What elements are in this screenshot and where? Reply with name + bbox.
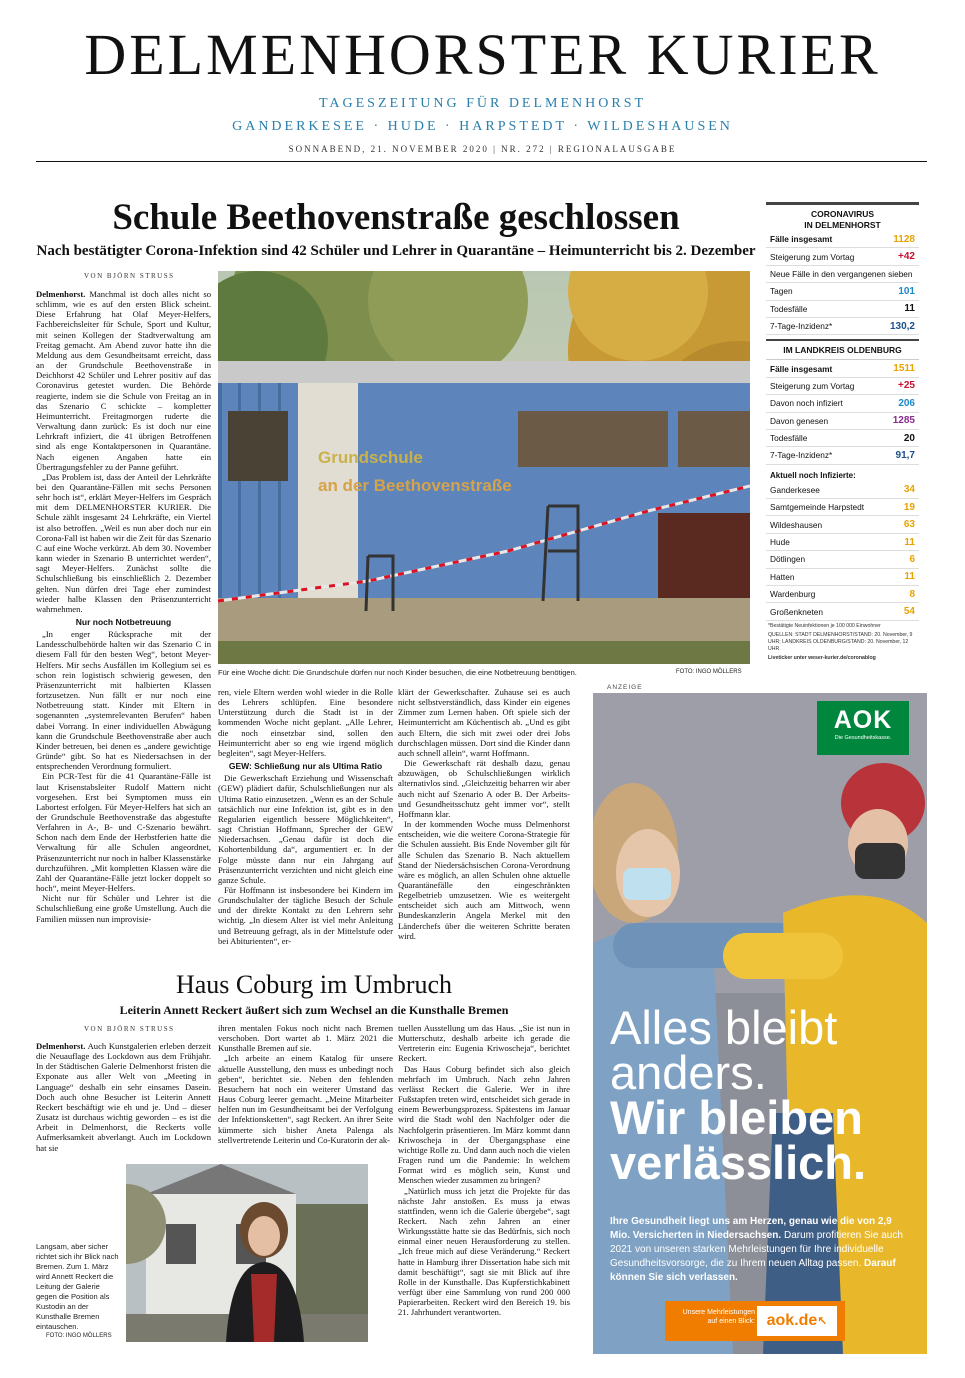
aok-brand-sub: Die Gesundheitskasse. xyxy=(834,735,892,741)
stat-label: Wildeshausen xyxy=(770,519,823,530)
ad-text-end: Darauf können Sie sich verlassen. xyxy=(610,1258,896,1283)
ad-slogan-1 xyxy=(610,1001,838,1099)
ad-cta[interactable] xyxy=(665,1301,845,1341)
lead-headline: Schule Beethovenstraße geschlossen xyxy=(112,197,680,238)
stat-value: +25 xyxy=(898,380,915,392)
paragraph: Manchmal ist doch alles nicht so schlimm, wie es auf den ersten Blick scheint. Diese Erfahrung hat Olaf Meyer-Helfers, Fachbereichsleiter für Schule, Sport und Kultur, mit seinen Kollegen der Stadtverwaltung am Freitag gemacht. Am Abend zuvor hatte ihn die Meldung aus dem Gesundheitsamt erreicht, dass an der Grundschule Beethovenstraße in Deichhorst 42 Schüler und Lehrer positiv auf das Coronavirus getestet wurden. Die Behörde reagierte, indem sie die Schule von Freitag an in das Szenario C schickte – kompletter Heimunterricht. Freitagmorgen ruderte die Verwaltung dann zurück: Es ist doch nur eine Lehrkraft infiziert, die 41 übrigen Betroffenen sind als enge Kontaktpersonen in Quarantäne. Nach eigenen Angaben hatte ein Übertragungsfehler zu der Panne geführt. xyxy=(36,289,211,472)
stat-row xyxy=(766,569,919,586)
county-section-title: IM LANDKREIS OLDENBURG xyxy=(766,339,919,360)
newspaper-title: DELMENHORSTER KURIER xyxy=(84,22,881,87)
school-sign-line-1: Grundschule xyxy=(318,448,423,467)
portrait-image xyxy=(126,1164,368,1342)
stat-row xyxy=(766,482,919,499)
corona-city-rows xyxy=(766,231,919,335)
portrait-credit: FOTO: INGO MÖLLERS xyxy=(46,1333,112,1339)
second-byline: VON BJÖRN STRUSS xyxy=(84,1025,175,1033)
stat-label: Großenkneten xyxy=(770,606,824,617)
masthead-divider xyxy=(36,161,927,162)
aok-brand: AOK xyxy=(833,706,893,734)
dateline-city: Delmenhorst. xyxy=(36,1041,86,1051)
stat-value: 63 xyxy=(903,519,915,531)
stat-value: 54 xyxy=(903,606,915,618)
stat-row xyxy=(766,360,919,377)
stat-row xyxy=(766,516,919,533)
cta-url: aok.de xyxy=(766,1312,818,1329)
stat-label: Ganderkesee xyxy=(770,484,820,495)
stat-label: Dötlingen xyxy=(770,554,806,565)
corona-box-title xyxy=(766,202,919,231)
portrait-caption: Langsam, aber sicher richtet sich ihr Blick nach Bremen. Zum 1. März wird Annett Reckert die Leitung der Galerie gegen die Position als Kustodin an der Kunsthalle Bremen eintauschen. xyxy=(36,1242,119,1331)
second-dek: Leiterin Annett Reckert äußert sich zum Wechsel an die Kunsthalle Bremen xyxy=(119,1003,509,1017)
second-column-3 xyxy=(398,1023,570,1345)
stat-row xyxy=(766,586,919,603)
stat-label: Steigerung zum Vortag xyxy=(770,380,855,391)
photo-caption: Für eine Woche dicht: Die Grundschule dürfen nur noch Kinder besuchen, die eine Notbetreuung benötigen. xyxy=(218,668,577,677)
stat-label: Wardenburg xyxy=(770,589,816,600)
dateline-city: Delmenhorst. xyxy=(36,289,86,299)
infected-label: Aktuell noch Infizierte: xyxy=(770,470,856,480)
lead-column-1 xyxy=(36,289,211,959)
ad-label: ANZEIGE xyxy=(607,684,643,691)
stat-label: Todesfälle xyxy=(770,303,808,314)
lead-column-2 xyxy=(218,687,393,955)
ad-text: Darum profitieren Sie auch 2021 von unseren starken Mehrleistungen für Ihre individuelle Gesundheitsvorsorge, die zu Ihrem neuen Alltag passen. xyxy=(610,1230,903,1269)
paragraph: Nicht nur für Schüler und Lehrer ist die Schulschließung eine große Umstellung. Auch die Familien müssen nun improvisie- xyxy=(36,893,211,924)
second-column-1 xyxy=(36,1041,211,1157)
slogan-line: verlässlich. xyxy=(610,1136,867,1189)
stat-row xyxy=(766,447,919,464)
paragraph: tuellen Ausstellung um das Haus. „Sie ist nun in Mutterschutz, deshalb arbeite ich gerade die Vertreterin ein: Eugenia Kriwoscheja“, berichtet Reckert. xyxy=(398,1023,570,1064)
stat-value: +42 xyxy=(898,251,915,263)
ad-slogan-2 xyxy=(610,1091,867,1189)
stat-value: 101 xyxy=(898,285,915,297)
paragraph: klärt der Gewerkschafter. Zuhause sei es auch nicht selbstverständlich, dass Kinder ein eigenes Zimmer zum Lernen haben. Oft spiele sich der Heimunterricht am Küchentisch ab. „Und es gibt auch Eltern, die sich mit zwei oder drei Jobs durchschlagen müssen. Dort sind die Kinder dann auch schnell allein“, warnt Hoffmann. xyxy=(398,687,570,758)
paragraph: Das Haus Coburg befindet sich also gleich mehrfach im Umbruch. Nach zehn Jahren verlässt Reckert die Galerie. Wer in ihre Fußstapfen treten wird, entscheidet sich gerade in einem Bewerbungsprozess. Spätestens im Januar wird die Stadt wohl den Nachfolger oder die Nachfolgerin präsentieren. Im März kommt dann Kriwoscheja in der Übergangsphase eine wichtige Rolle zu. Und dann auch noch die vielen Fragen rund um die Pandemie: In welchem Format wird es möglich sein, Kunst und Menschen wieder zusammen zu bringen? xyxy=(398,1063,570,1186)
paragraph: „Natürlich muss ich jetzt die Projekte für das nächste Jahr anstoßen. Es muss ja etwas stattfinden, wenn ich die Galerie übergebe“, sagt Reckert. Nach zehn Jahren an einer Wirkungsstätte hatte sie das Bedürfnis, sich noch einmal einer neuen Herausforderung zu stellen. „Ich freue mich auf diese Veränderung.“ Reckert hatte in Hamburg ihrer Dissertation habe sich mit damit beschäftigt“, sagt sie mit Blick auf ihre Rolle in der Kunsthalle. Das Kupferstichkabinett verfügt über eine Sammlung von rund 200 000 Papierarbeiten. Reckert wird den Bereich 19. bis 21. Jahrhundert verantworten. xyxy=(398,1185,570,1318)
stat-value: 1128 xyxy=(893,233,915,245)
stat-value: 34 xyxy=(903,484,915,496)
stat-row xyxy=(766,603,919,620)
stat-label: Samtgemeinde Harpstedt xyxy=(770,502,865,513)
stat-value: 1285 xyxy=(892,415,915,427)
stat-row xyxy=(766,318,919,335)
stat-label: Davon genesen xyxy=(770,415,829,426)
stat-row xyxy=(766,248,919,265)
corona-title-line-1: CORONAVIRUS xyxy=(810,209,875,219)
paragraph: „Das Problem ist, dass der Anteil der Lehrkräfte bei den Quarantäne-Fällen mit sechs Personen sehr hoch ist“, erklärt Meyer-Helfers im Gespräch mit dem DELMENHORSTER KURIER. Die Schule zählt insgesamt 24 Lehrkräfte, ein Viertel ist also betroffen. „Weil es nun aber doch nur ein Corona-Fall ist haben wir die Zeit für das Szenario C auf eine Woche verkürzt. Ab dem 30. November kann wieder in Szenario B unterrichtet werden“, sagt Meyer-Helfers. Zunächst sollte die Schulschließung bis einschließlich 2. Dezember gelten. Nun dürfen drei Tage eher zumindest wieder halbe Klassen den Präsenzunterricht wahrnehmen. xyxy=(36,471,211,614)
stat-value: 206 xyxy=(898,397,915,409)
stat-row xyxy=(766,395,919,412)
stat-value: 6 xyxy=(909,553,915,565)
stat-label: 7-Tage-Inzidenz* xyxy=(770,450,833,461)
paragraph: Auch Kunstgalerien erleben derzeit die Neuauflage des Lockdown aus dem Frühjahr. In der Städtischen Galerie Delmenhorst fristen die Exponate aus aller Welt von „Meeting in Language“ deshalb ein sehr einsames Dasein. Doch auch ohne Besucher ist Leiterin Annett Reckert beschäftigt wie eh und je. Und – dieser Zusatz ist durchaus wichtig geworden – es ist die Arbeit in Delmenhorst, die Reckerts volle Aufmerksamkeit abverlangt. Auch im Lockdown hat sie xyxy=(36,1041,211,1153)
stat-label: Hude xyxy=(770,537,790,548)
stat-row xyxy=(766,499,919,516)
school-photo-image xyxy=(218,271,750,664)
school-sign-line-2: an der Beethovenstraße xyxy=(318,476,512,495)
paragraph: „Ich arbeite an einem Katalog für unsere aktuelle Ausstellung, den muss es unbedingt noch geben“, berichtet sie. Neben den fehlenden Besuchern hat noch ein weiterer Umstand das Haus Coburg leerer gemacht. „Meine Mitarbeiter helfen nun im Gesundheitsamt bei der Verfolgung der Infektionsketten“, sagt Reckert. An ihrer Seite kümmerte sich bisher Aneta Palenga als stellvertretende Leiterin und Co-Kuratorin der ak- xyxy=(218,1053,393,1145)
paragraph: ihren mentalen Fokus noch nicht nach Bremen verschoben. Dort wartet ab 1. März 2021 die Kunsthalle Bremen auf sie. xyxy=(218,1023,393,1054)
paragraph: ren, viele Eltern werden wohl wieder in die Rolle des Lehrers schlüpfen. Eine besondere Unterstützung durch die Stadt ist in der kommenden Woche nicht geplant. „Alle Lehrer, die noch einsetzbar sind, sollen den Heimunterricht aber so eng wie irgend möglich begleiten“, sagt Meyer-Helfers. xyxy=(218,687,393,758)
stat-value: 11 xyxy=(904,303,915,315)
slogan-line: anders. xyxy=(610,1046,767,1099)
stat-label: Fälle insgesamt xyxy=(770,363,833,374)
paragraph: Die Gewerkschaft Erziehung und Wissenschaft (GEW) plädiert dafür, Schulschließungen nur als Ultima Ratio einzusetzen. „Wenn es an der Schule tatsächlich nur eine Infektion ist, gibt es in den Regularien eigentlich bessere Möglichkeiten“, sagt Christian Hoffmann, Sprecher der GEW Niedersachsen. „Genau dafür ist doch die Kohortenbildung da“, argumentiert er. In der Folge müsste dann nur ein Jahrgang auf Präsenzunterricht verzichten und nicht gleich eine ganze Schule. xyxy=(218,773,393,885)
cursor-icon: ↖ xyxy=(817,1314,828,1328)
lead-byline: VON BJÖRN STRUSS xyxy=(84,272,175,280)
stat-row xyxy=(766,430,919,447)
stat-value: 91,7 xyxy=(895,449,915,461)
newspaper-subtitle: TAGESZEITUNG FÜR DELMENHORST xyxy=(318,96,647,111)
stat-value: 11 xyxy=(904,536,915,548)
stat-row xyxy=(766,378,919,395)
stat-row xyxy=(766,413,919,430)
aok-logo xyxy=(817,701,909,755)
subheading: Nur noch Notbetreuung xyxy=(75,617,172,627)
liveticker-link[interactable]: Liveticker unter weser-kurier.de/coronablog xyxy=(768,654,876,661)
stat-value: 11 xyxy=(904,571,915,583)
slogan-line: Wir bleiben xyxy=(610,1091,863,1144)
stat-row xyxy=(766,534,919,551)
stat-row xyxy=(766,231,919,248)
stat-label: Neue Fälle in den vergangenen sieben xyxy=(770,268,913,279)
paragraph: Für Hoffmann ist insbesondere bei Kindern im Grundschulalter der tägliche Besuch der Schule und der direkte Kontakt zu den Lehrern sehr wichtig. „In diesem Alter ist viel mehr Anleitung und Betreuung gefragt, als in der Mittelstufe oder bei Abiturienten“, er- xyxy=(218,884,393,946)
stat-value: 20 xyxy=(903,432,915,444)
stat-label: Todesfälle xyxy=(770,433,808,444)
lead-column-3 xyxy=(398,687,570,955)
corona-stats-box xyxy=(766,202,919,664)
paragraph: Ein PCR-Test für die 41 Quarantäne-Fälle ist laut Krisenstabsleiter Rudolf Mattern nicht vorgesehen. Erst bei Symptomen muss ein Labortest erfolgen. Für Meyer-Helfers hat sich an der Grundschule Beethovenstraße das abgestufte Verfahren in A-, B- und C-Szenario bewährt. Schon nach dem Ende der Herbstferien hatte die Verwaltung für alle Schulen angeordnet, Präsenzunterricht nur noch in halber Klassenstärke durchzuführen. „Mit kompletten Klassen wäre die Zahl der Quarantäne-Fälle jetzt locker doppelt so hoch“, meint Meyer-Helfers. xyxy=(36,771,211,894)
aok-advertisement[interactable] xyxy=(593,693,927,1354)
stat-row xyxy=(766,551,919,568)
paragraph: In der kommenden Woche muss Delmenhorst entscheiden, wie die weitere Corona-Strategie für die Schulen aussieht. Bis Ende November gilt für alle Schulen das Szenario B. Nach aktuellem Stand der Niedersächsischen Corona-Verordnung wäre es möglich, an allen Schulen ohne aktuelle Quarantänefälle den eingeschränkten Regelbetrieb umzusetzen. Wie es weitergeht entscheidet sich auch am Mittwoch, wenn Bundeskanzlerin Angela Merkel mit den Länderchefs über die weiteren Schritte beraten wird. xyxy=(398,819,570,941)
corona-county-rows xyxy=(766,360,919,464)
ad-text-bold: Ihre Gesundheit liegt uns am Herzen, genau wie die von 2,9 Mio. Versicherten in Niedersachsen. xyxy=(610,1216,892,1241)
ad-body-text xyxy=(610,1215,910,1285)
dateline: SONNABEND, 21. NOVEMBER 2020 | NR. 272 | REGIONALAUSGABE xyxy=(288,144,677,154)
cta-text: Unsere Mehrleistungen auf einen Blick: xyxy=(682,1309,755,1325)
lead-dek: Nach bestätigter Corona-Infektion sind 42 Schüler und Lehrer in Quarantäne – Heimunterricht bis 2. Dezember xyxy=(36,243,756,259)
corona-town-rows xyxy=(766,482,919,621)
stat-label: Steigerung zum Vortag xyxy=(770,251,855,262)
stat-label: 7-Tage-Inzidenz* xyxy=(770,321,833,332)
paragraph: Die Gewerkschaft rät deshalb dazu, genau abzuwägen, ob Schulschließungen wirklich alternativlos sind. „Gleichzeitig beharren wir aber auch nicht auf Szenario A oder B. Der Arbeits- und Gesundheitsschutz geht immer vor“, stellt Hoffmann klar. xyxy=(398,758,570,819)
second-column-2 xyxy=(218,1023,393,1157)
footnote: *Bestätigte Neuinfektionen je 100 000 Einwohner xyxy=(768,622,881,629)
cta-url-button[interactable] xyxy=(757,1306,837,1336)
stat-value: 130,2 xyxy=(889,320,915,332)
paragraph: „In enger Rücksprache mit der Landesschulbehörde halten wir das Szenario C in diesem Fall für den besten Weg“, betont Meyer-Helfers. Mir sechs Ausfällen im Kollegium sei es schon rein logistisch schwierig gewesen, den Präsenzunterricht mit halbierten Klassen fortzusetzen. Nun fällt er nur noch eine Notbetreuung statt. Kinder mit Eltern in sogenannten „systemrelevanten Berufen“ haben dabei Vorrang. In einer individuellen Abwägung kann die Grundschule Beethovenstraße aber auch Kinder betreuen, bei denen es „andere gewichtige Gründe“ gibt. So hat es Niedersachsen in der entsprechenden Verordnung formuliert. xyxy=(36,629,211,772)
portrait-photo xyxy=(126,1164,368,1342)
stat-value: 1511 xyxy=(893,363,915,375)
subheading: GEW: Schließung nur als Ultima Ratio xyxy=(228,761,383,772)
corona-title-line-2: IN DELMENHORST xyxy=(804,220,881,230)
sources: QUELLEN: STADT DELMENHORST/STAND: 20. November, 9 UHR; LANDKREIS OLDENBURG/STAND: 20. November, 12 UHR xyxy=(768,631,913,652)
stat-row xyxy=(766,283,919,300)
newspaper-regions: GANDERKESEE · HUDE · HARPSTEDT · WILDESHAUSEN xyxy=(232,119,733,134)
photo-credit: FOTO: INGO MÖLLERS xyxy=(676,669,742,675)
stat-label: Fälle insgesamt xyxy=(770,234,833,245)
slogan-line: Alles bleibt xyxy=(610,1001,838,1054)
stat-row xyxy=(766,266,919,283)
school-photo xyxy=(218,271,750,664)
stat-row xyxy=(766,301,919,318)
stat-label: Tagen xyxy=(770,286,793,297)
second-headline: Haus Coburg im Umbruch xyxy=(175,970,453,999)
stat-label: Davon noch infiziert xyxy=(770,398,843,409)
stat-label: Hatten xyxy=(770,571,795,582)
stat-value: 8 xyxy=(909,588,915,600)
stat-value: 19 xyxy=(903,501,915,513)
